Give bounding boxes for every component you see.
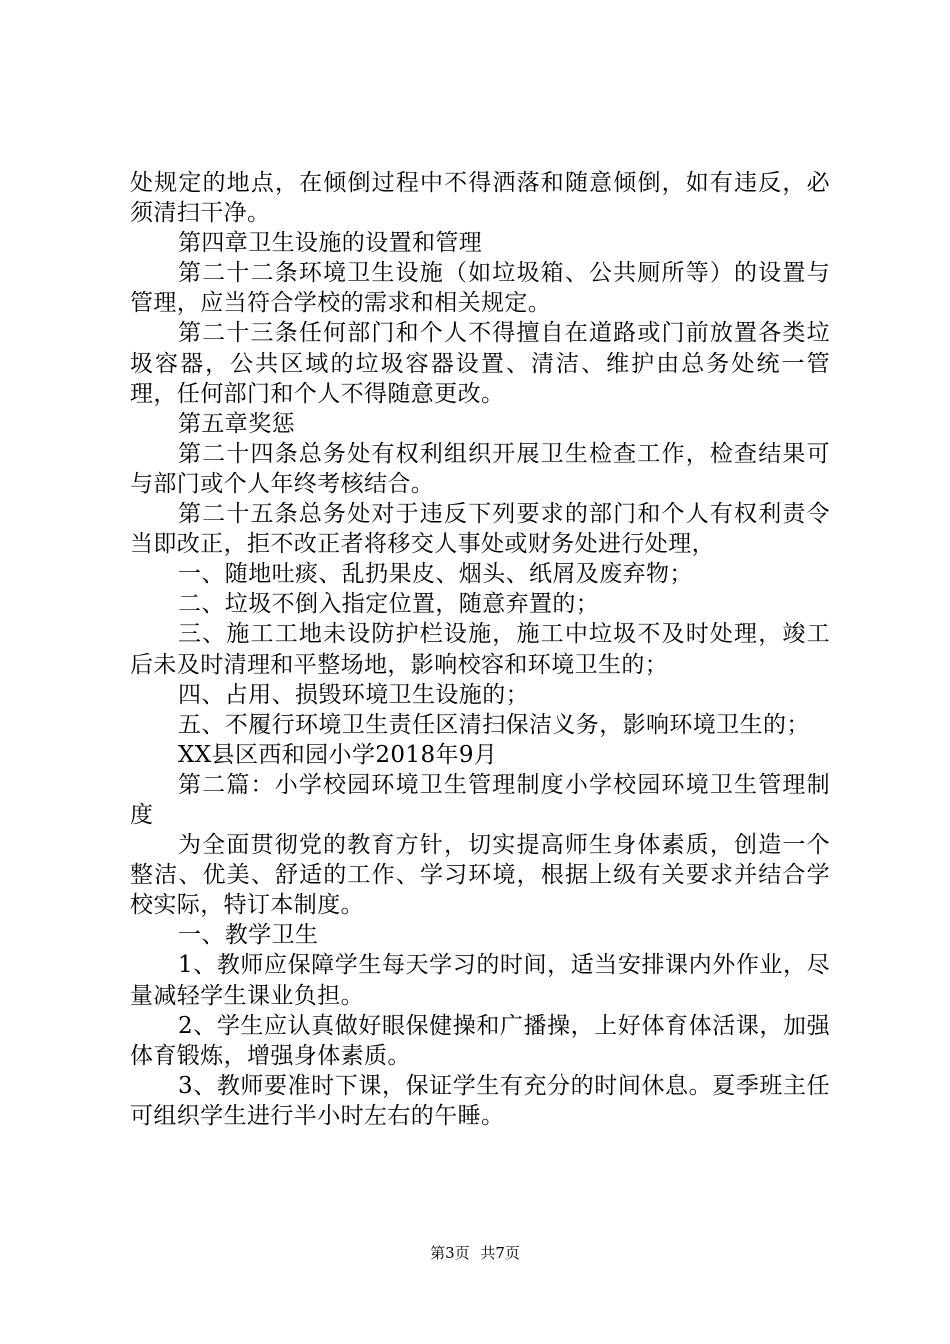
paragraph: 第二十二条环境卫生设施（如垃圾箱、公共厕所等）的设置与管理，应当符合学校的需求和相关规定。	[130, 260, 830, 317]
chapter-heading: 第五章奖惩	[178, 410, 295, 437]
paragraph: 第二十四条总务处有权利组织开展卫生检查工作，检查结果可与部门或个人年终考核结合。	[130, 440, 830, 497]
section-title: 第二篇：小学校园环境卫生管理制度小学校园环境卫生管理制度	[130, 771, 830, 828]
paragraph: 第二十五条总务处对于违反下列要求的部门和个人有权利责令当即改正，拒不改正者将移交人事处或财务处进行处理，	[130, 501, 830, 558]
list-item: 三、施工工地未设防护栏设施，施工中垃圾不及时处理，竣工后未及时清理和平整场地，影响校容和环境卫生的；	[130, 621, 830, 678]
page-footer	[0, 1243, 950, 1263]
paragraph: 第二十三条任何部门和个人不得擅自在道路或门前放置各类垃圾容器，公共区域的垃圾容器设置、清洁、维护由总务处统一管理，任何部门和个人不得随意更改。	[130, 320, 830, 407]
list-item: 一、随地吐痰、乱扔果皮、烟头、纸屑及废弃物；	[178, 561, 693, 588]
paragraph: 为全面贯彻党的教育方针，切实提高师生身体素质，创造一个整洁、优美、舒适的工作、学习环境，根据上级有关要求并结合学校实际，特订本制度。	[130, 832, 830, 919]
document-body	[130, 168, 830, 1131]
paragraph: 处规定的地点，在倾倒过程中不得洒落和随意倾倒，如有违反，必须清扫干净。	[130, 170, 830, 227]
list-item: 五、不履行环境卫生责任区清扫保洁义务，影响环境卫生的；	[178, 711, 810, 738]
signature-line: XX县区西和园小学2018年9月	[178, 741, 498, 768]
list-item: 四、占用、损毁环境卫生设施的；	[178, 681, 529, 708]
chapter-heading: 第四章卫生设施的设置和管理	[178, 230, 483, 257]
list-item: 2、学生应认真做好眼保健操和广播操，上好体育体活课，加强体育锻炼，增强身体素质。	[130, 1012, 830, 1069]
list-item: 3、教师要准时下课，保证学生有充分的时间休息。夏季班主任可组织学生进行半小时左右的午睡。	[130, 1072, 830, 1129]
list-item: 二、垃圾不倒入指定位置，随意弃置的；	[178, 591, 600, 618]
page-number: 第3页	[430, 1244, 470, 1262]
list-item: 1、教师应保障学生每天学习的时间，适当安排课内外作业，尽量减轻学生课业负担。	[130, 952, 830, 1009]
page-total: 共7页	[480, 1244, 520, 1262]
section-heading: 一、教学卫生	[178, 922, 319, 949]
